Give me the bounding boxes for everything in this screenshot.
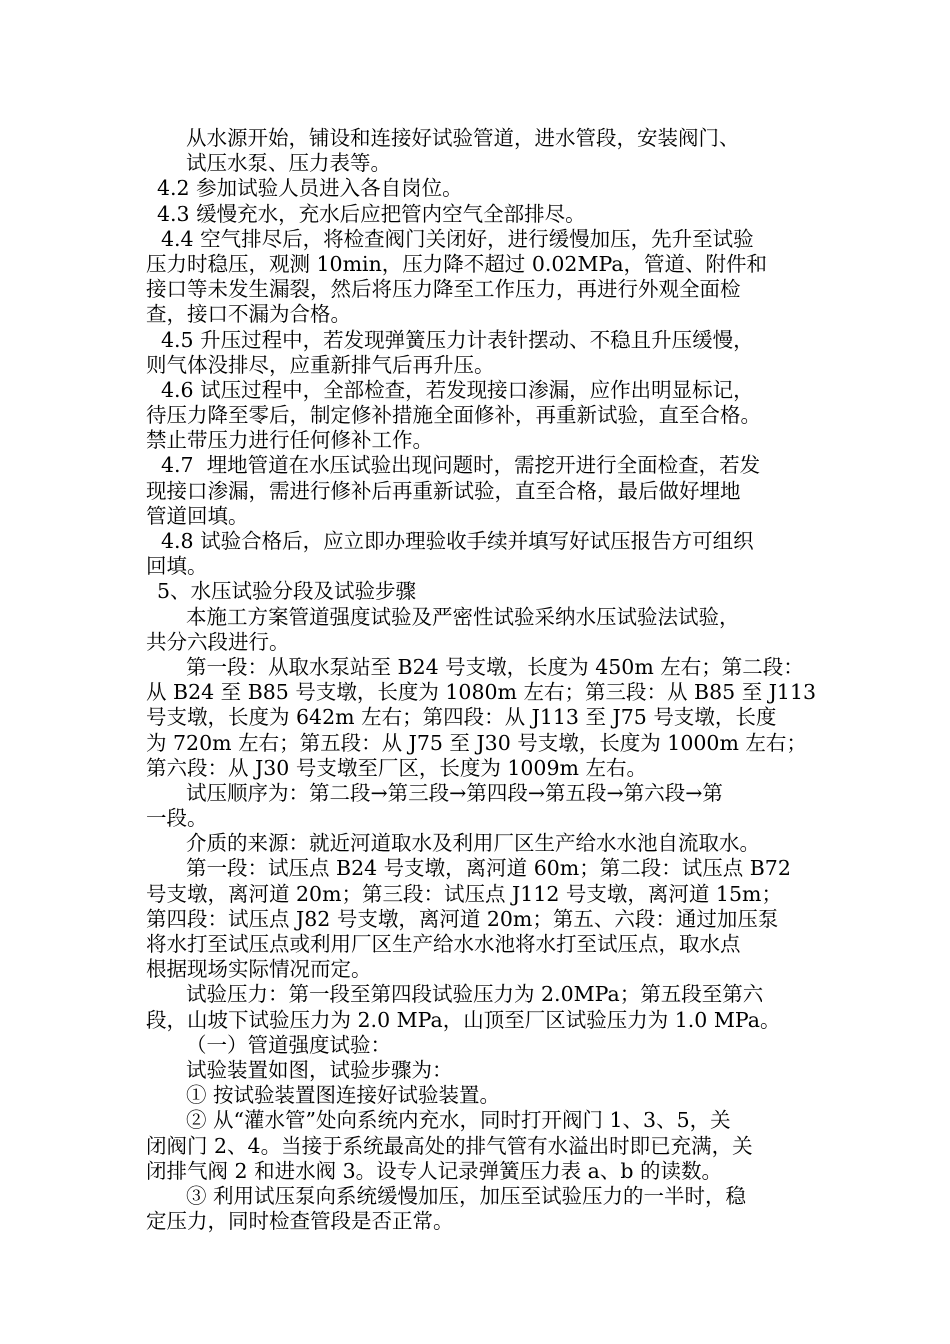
text-line: 将水打至试压点或利用厂区生产给水水池将水打至试压点，取水点 (146, 932, 741, 956)
text-line: 段，山坡下试验压力为 2.0 MPa，山顶至厂区试验压力为 1.0 MPa。 (146, 1007, 781, 1032)
section-4-5: 4.5 升压过程中，若发现弹簧压力计表针摆动、不稳且升压缓慢， (161, 327, 754, 352)
section-4-4: 4.4 空气排尽后，将检查阀门关闭好，进行缓慢加压，先升至试验 (161, 226, 754, 251)
text-line: 第一段：试压点 B24 号支墩，离河道 60m；第二段：试压点 B72 (186, 856, 791, 881)
step-2: ② 从“灌水管”处向系统内充水，同时打开阀门 1、3、5，关 (186, 1108, 731, 1133)
section-4-6: 4.6 试压过程中，全部检查，若发现接口渗漏，应作出明显标记， (161, 377, 754, 402)
text-line: 第四段：试压点 J82 号支墩，离河道 20m；第五、六段：通过加压泵 (146, 906, 779, 931)
text-line: 为 720m 左右；第五段：从 J75 至 J30 号支墩，长度为 1000m 左右； (146, 730, 807, 755)
text-line: 试压顺序为：第二段→第三段→第四段→第五段→第六段→第 (186, 780, 723, 805)
text-line: 接口等未发生漏裂，然后将压力降至工作压力，再进行外观全面检 (146, 277, 741, 302)
text-line: 第一段：从取水泵站至 B24 号支墩，长度为 450m 左右；第二段： (186, 654, 804, 679)
text-line: 回填。 (146, 554, 208, 579)
section-5-heading: 5、水压试验分段及试验步骤 (157, 579, 417, 604)
text-line: 试压水泵、压力表等。 (186, 151, 391, 176)
text-line: 现接口渗漏，需进行修补后再重新试验，直至合格，最后做好埋地 (146, 478, 741, 503)
text-line: 一段。 (146, 806, 208, 831)
text-line: 压力时稳压，观测 10min，压力降不超过 0.02MPa，管道、附件和 (146, 251, 768, 276)
text-line: 本施工方案管道强度试验及严密性试验采纳水压试验法试验， (186, 604, 740, 629)
text-line: 共分六段进行。 (146, 629, 290, 654)
step-3: ③ 利用试压泵向系统缓慢加压，加压至试验压力的一半时，稳 (186, 1183, 747, 1208)
section-4-3: 4.3 缓慢充水，充水后应把管内空气全部排尽。 (157, 201, 586, 226)
text-line: 号支墩，离河道 20m；第三段：试压点 J112 号支墩，离河道 15m； (146, 881, 782, 906)
body-text (146, 126, 816, 1234)
section-4-7: 4.7 埋地管道在水压试验出现问题时，需挖开进行全面检查，若发 (161, 453, 761, 478)
text-line: 定压力，同时检查管段是否正常。 (146, 1209, 454, 1234)
subsection-heading: （一）管道强度试验： (186, 1032, 391, 1057)
text-line: 闭排气阀 2 和进水阀 3。设专人记录弹簧压力表 a、b 的读数。 (146, 1158, 723, 1183)
text-line: 管道回填。 (146, 503, 249, 528)
text-line: 闭阀门 2、4。当接于系统最高处的排气管有水溢出时即已充满，关 (146, 1133, 753, 1158)
text-line: 则气体没排尽，应重新排气后再升压。 (146, 352, 495, 377)
section-4-2: 4.2 参加试验人员进入各自岗位。 (157, 176, 463, 201)
text-line: 试验压力：第一段至第四段试验压力为 2.0MPa；第五段至第六 (186, 982, 764, 1007)
text-line: 待压力降至零后，制定修补措施全面修补，再重新试验，直至合格。 (146, 403, 761, 428)
text-line: 禁止带压力进行任何修补工作。 (146, 428, 433, 453)
text-line: 号支墩，长度为 642m 左右；第四段：从 J113 至 J75 号支墩，长度 (146, 705, 777, 730)
text-line: 从水源开始，铺设和连接好试验管道，进水管段，安装阀门、 (186, 126, 740, 150)
section-4-8: 4.8 试验合格后，应立即办理验收手续并填写好试压报告方可组织 (161, 529, 754, 553)
step-1: ① 按试验装置图连接好试验装置。 (186, 1083, 501, 1108)
text-line: 第六段：从 J30 号支墩至厂区，长度为 1009m 左右。 (146, 755, 647, 780)
text-line: 从 B24 至 B85 号支墩，长度为 1080m 左右；第三段：从 B85 至 J113 (146, 680, 817, 705)
text-line: 试验装置如图，试验步骤为： (186, 1057, 453, 1082)
text-line: 查，接口不漏为合格。 (146, 302, 351, 327)
text-line: 根据现场实际情况而定。 (146, 957, 372, 982)
text-line: 介质的来源：就近河道取水及利用厂区生产给水水池自流取水。 (186, 831, 760, 856)
